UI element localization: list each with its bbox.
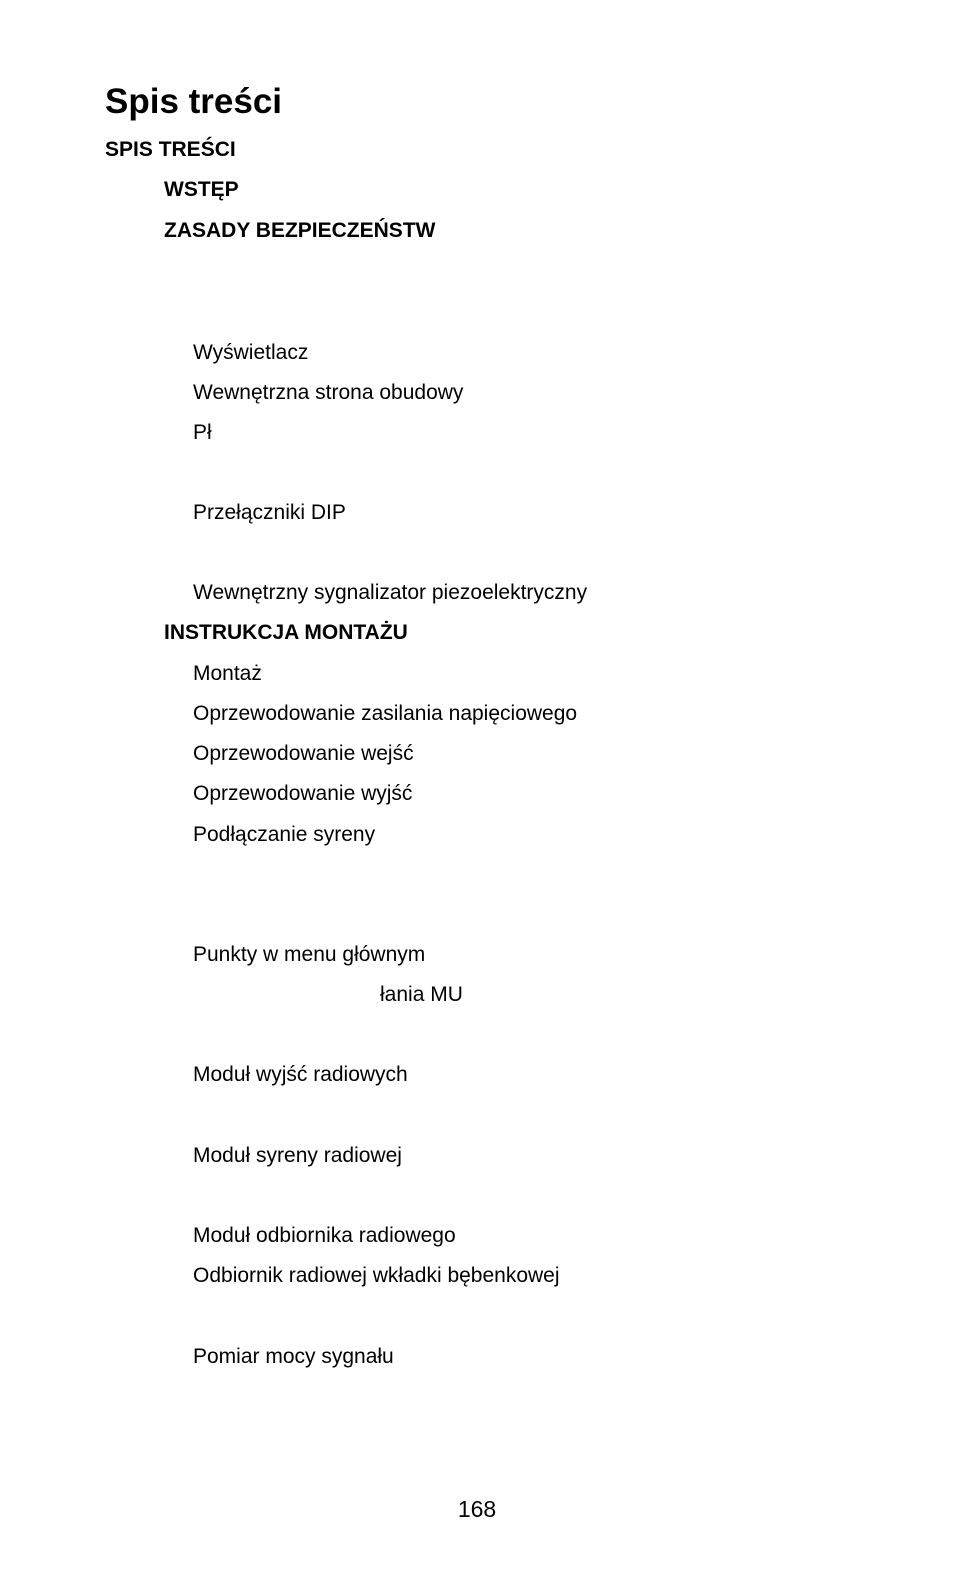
toc-entry-oprzewodowanie-zasilania[interactable]: Oprzewodowanie zasilania napięciowego [193,702,578,725]
toc-entry-odbiornik-wkladki-bebenkowej[interactable]: Odbiornik radiowej wkładki bębenkowej [193,1264,560,1287]
toc-entry-wewnetrzna-strona-obudowy[interactable]: Wewnętrzna strona obudowy [193,381,464,404]
page-number: 168 [457,1496,497,1522]
toc-entry-zasady-bezpieczenstwa[interactable]: ZASADY BEZPIECZEŃSTW [164,219,436,242]
toc-entry-sygnalizator-piezoelektryczny[interactable]: Wewnętrzny sygnalizator piezoelektryczny [193,581,588,604]
toc-entry-wyswietlacz[interactable]: Wyświetlacz [193,341,309,364]
toc-entry-spis-tresci[interactable]: SPIS TREŚCI [105,138,236,161]
toc-entry-pl[interactable]: Pł [193,421,212,444]
toc-entry-lania-mu[interactable]: łania MU [380,983,463,1006]
toc-entry-przelaczniki-dip[interactable]: Przełączniki DIP [193,501,346,524]
toc-entry-pomiar-mocy-sygnalu[interactable]: Pomiar mocy sygnału [193,1345,394,1368]
toc-entry-oprzewodowanie-wejsc[interactable]: Oprzewodowanie wejść [193,742,414,765]
toc-entry-montaz[interactable]: Montaż [193,662,262,685]
toc-entry-modul-wyjsc-radiowych[interactable]: Moduł wyjść radiowych [193,1063,408,1086]
toc-entry-podlaczanie-syreny[interactable]: Podłączanie syreny [193,823,376,846]
toc-entry-modul-syreny-radiowej[interactable]: Moduł syreny radiowej [193,1144,402,1167]
toc-entry-modul-odbiornika-radiowego[interactable]: Moduł odbiornika radiowego [193,1224,456,1247]
page-title: Spis treści [105,82,283,121]
toc-entry-oprzewodowanie-wyjsc[interactable]: Oprzewodowanie wyjść [193,782,413,805]
toc-entry-instrukcja-montazu[interactable]: INSTRUKCJA MONTAŻU [164,621,408,644]
toc-entry-wstep[interactable]: WSTĘP [164,178,239,201]
toc-entry-punkty-w-menu[interactable]: Punkty w menu głównym [193,943,426,966]
